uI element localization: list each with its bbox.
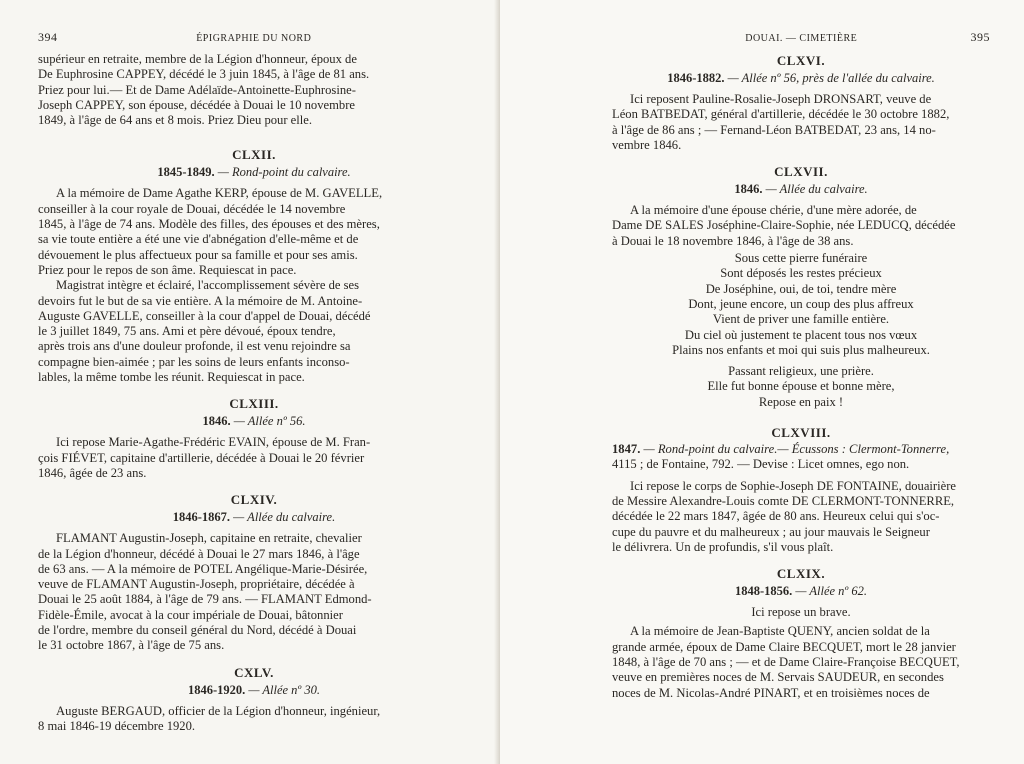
- section-clxvii: [612, 163, 990, 410]
- section-paragraph: FLAMANT Augustin-Joseph, capitaine en retraite, chevalier de la Légion d'honneur, décédé à Douai le 27 mars 1846, à l'âge de 63 ans. — A la mémoire de POTEL Angélique-Marie-Désirée, veuve de FLAMANT Augustin-Joseph, propriétaire, décédée à Douai le 25 août 1884, à l'âge de 79 ans. — FLAMANT Edmond- Fidèle-Émile, avocat à la cour impériale de Douai, bâtonnier de l'ordre, membre du conseil général du Nord, décédé à Douai le 31 octobre 1867, à l'âge de 75 ans.: [38, 531, 372, 653]
- section-clxix: [612, 565, 990, 701]
- section-header: 1848-1856. — Allée nº 62.: [734, 584, 868, 599]
- section-number: CLXIX.: [776, 566, 826, 582]
- section-number: CLXIII.: [229, 396, 279, 412]
- section-paragraph: Auguste BERGAUD, officier de la Légion d'honneur, ingénieur, 8 mai 1846-19 décembre 1920.: [38, 703, 381, 733]
- right-running-header: [612, 30, 990, 52]
- right-page: [500, 0, 1024, 764]
- section-clxiv: [38, 491, 470, 653]
- section-header: 1846. — Allée du calvaire.: [734, 182, 868, 197]
- section-header: 1846. — Allée nº 56.: [202, 414, 306, 429]
- section-clxii: [38, 146, 470, 385]
- left-page: [0, 0, 500, 764]
- section-intro-line: Ici repose un brave.: [751, 605, 851, 620]
- section-number: CLXVII.: [774, 164, 828, 180]
- section-number: CLXVIII.: [771, 425, 831, 441]
- section-number: CLXVI.: [776, 53, 826, 68]
- left-page-number: 394: [38, 30, 58, 44]
- section-paragraph: Ici reposent Pauline-Rosalie-Joseph DRONSART, veuve de Léon BATBEDAT, général d'artillerie, décédée le 30 octobre 1882, à l'âge de 86 ans ; — Fernand-Léon BATBEDAT, 23 ans, 14 no- vembre 1846.: [612, 92, 950, 152]
- section-header: 1846-1867. — Allée du calvaire.: [172, 510, 336, 525]
- section-header: 1846-1920. — Allée nº 30.: [187, 682, 321, 697]
- right-page-number: 395: [970, 30, 990, 44]
- section-paragraph: A la mémoire de Jean-Baptiste QUENY, ancien soldat de la grande armée, époux de Dame Claire BECQUET, mort le 28 janvier 1848, à l'âge de 70 ans ; — et de Dame Claire-Françoise BECQUET, veuve en premières noces de M. Servais SAUDEUR, en secondes noces de M. Nicolas-André PINART, et en troisièmes noces de: [612, 624, 960, 700]
- section-number: CXLV.: [234, 664, 274, 680]
- section-header: 1847. — Rond-point du calvaire.— Écussons : Clermont-Tonnerre, 4115 ; de Fontaine, 792. — Devise : Licet omnes, ego non.: [612, 442, 950, 472]
- section-clxiii: [38, 395, 470, 481]
- epitaph-poem: Sous cette pierre funéraire Sont déposés les restes précieux De Joséphine, oui, de toi, tendre mère Dont, jeune encore, un coup des plus affreux Vient de priver une famille entière. Du ciel où justement te placent tous nos vœux Plains nos enfants et moi qui suis plus malheureux. Passant religieux, une prière. Elle fut bonne épouse et bonne mère, Repose en paix !: [672, 251, 930, 409]
- section-number: CLXII.: [232, 147, 276, 163]
- right-running-title: DOUAI. — CIMETIÈRE: [745, 33, 858, 44]
- section-paragraph: A la mémoire de Dame Agathe KERP, épouse de M. GAVELLE, conseiller à la cour royale de Douai, décédée le 14 novembre 1845, à l'âge de 74 ans. Modèle des filles, des épouses et des mères, sa vie toute entière a été une vie d'abnégation d'elle-même et de dévouement le plus affectueux pour sa famille et pour ses amis. Priez pour le repos de son âme. Requiescat in pace.: [38, 186, 383, 277]
- left-running-title: ÉPIGRAPHIE DU NORD: [196, 33, 312, 44]
- section-paragraph: Ici repose Marie-Agathe-Frédéric EVAIN, épouse de M. Fran- çois FIÉVET, capitaine d'artillerie, décédée à Douai le 20 février 1846, âgée de 23 ans.: [38, 435, 371, 480]
- section-header: 1845-1849. — Rond-point du calvaire.: [157, 165, 351, 180]
- section-paragraph: A la mémoire d'une épouse chérie, d'une mère adorée, de Dame DE SALES Joséphine-Claire-Sophie, née LEDUCQ, décédée à Douai le 18 novembre 1846, à l'âge de 38 ans.: [612, 203, 956, 248]
- section-clxvi: [612, 52, 990, 153]
- section-paragraph: Magistrat intègre et éclairé, l'accomplissement sévère de ses devoirs fut le but de sa vie entière. A la mémoire de M. Antoine- Auguste GAVELLE, conseiller à la cour d'appel de Douai, décédé le 3 juillet 1849, 75 ans. Ami et père dévoué, époux tendre, après trois ans d'une douleur profonde, il est venu rejoindre sa compagne bien-aimée ; par les soins de leurs enfants inconso- lables, la même tombe les réunit. Requiescat in pace.: [38, 278, 371, 385]
- section-cxlv: [38, 664, 470, 735]
- section-clxviii: [612, 424, 990, 555]
- left-intro-paragraph: supérieur en retraite, membre de la Légion d'honneur, époux de De Euphrosine CAPPEY, décédé le 3 juin 1845, à l'âge de 81 ans. Priez pour lui.— Et de Dame Adélaïde-Antoinette-Euphrosine- Joseph CAPPEY, son épouse, décédée à Douai le 10 novembre 1849, à l'âge de 64 ans et 8 mois. Priez Dieu pour elle.: [38, 52, 370, 128]
- section-header: 1846-1882. — Allée nº 56, près de l'allée du calvaire.: [667, 71, 935, 85]
- left-running-header: [38, 30, 470, 52]
- section-number: CLXIV.: [230, 492, 278, 508]
- section-paragraph: Ici repose le corps de Sophie-Joseph DE FONTAINE, douairière de Messire Alexandre-Louis comte DE CLERMONT-TONNERRE, décédée le 22 mars 1847, âgée de 80 ans. Heureux celui qui s'oc- cupe du pauvre et du malheureux ; au jour mauvais le Seigneur le délivrera. Un de profundis, s'il vous plaît.: [612, 478, 956, 554]
